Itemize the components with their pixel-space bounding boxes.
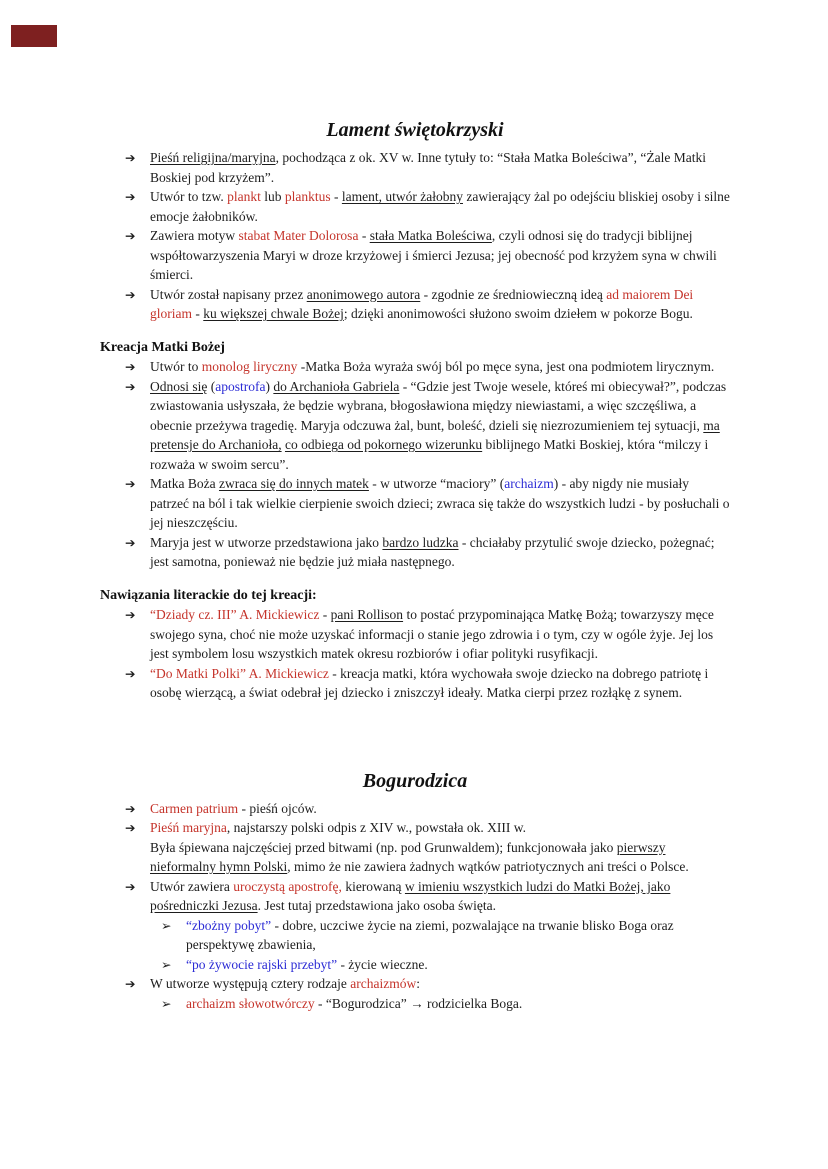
- bullet-arrow-icon: ➔: [125, 476, 136, 491]
- bullet-arrow-icon: ➔: [125, 878, 136, 894]
- sub-bullet-item: [100, 916, 730, 955]
- section-heading: Nawiązania literackie do tej kreacji:: [100, 587, 317, 603]
- bullet-arrow-icon: ➔: [125, 976, 136, 991]
- bullet-text: Utwór to tzw. plankt lub planktus - lament, utwór żałobny zawierający żal po odejściu bliskiej osoby i silne emocje żałobników.: [150, 189, 730, 224]
- bullet-text: “zbożny pobyt” - dobre, uczciwe życie na ziemi, pozwalające na trwanie blisko Boga oraz perspektywę zbawienia,: [186, 917, 674, 952]
- bullet-item: [100, 974, 730, 994]
- bullet-text: Maryja jest w utworze przedstawiona jako bardzo ludzka - chciałaby przytulić swoje dziecko, pożegnać; jest samotna, ponieważ nie będzie już miała następnego.: [150, 534, 715, 569]
- corner-marker: [11, 25, 57, 47]
- bullet-arrow-icon: ➔: [125, 150, 136, 165]
- bullet-text: Odnosi się (apostrofa) do Archanioła Gabriela - “Gdzie jest Twoje wesele, któreś mi obiecywał?”, podczas zwiastowania usłyszała, że będzie wybrana, błogosławiona między niewiastami, a więc szczęśliwa, a obecnie przeżywa tragedię. Maryja odczuwa żal, bunt, boleść, dzieli się niezrozumieniem tej sytuacji, ma pretensje do Archanioła, co odbiega od pokornego wizerunku biblijnego Matki Boskiej, która “milczy i rozważa w swoim sercu”.: [150, 378, 727, 472]
- bullet-item: [100, 226, 730, 285]
- bullet-item: [100, 148, 730, 187]
- bullet-item: [100, 357, 730, 377]
- doc-title: Bogurodzica: [362, 769, 468, 792]
- bullet-arrow-icon: ➔: [125, 359, 136, 374]
- bullet-item: [100, 799, 730, 819]
- bullet-text: Matka Boża zwraca się do innych matek - w utworze “maciory” (archaizm) - aby nigdy nie musiały patrzeć na ból i tak wielkie cierpienie swoich dzieci; zwraca się także do wszystkich ludzi - by posłuchali o jej nieszczęściu.: [150, 476, 730, 530]
- bullet-item: [100, 285, 730, 324]
- bullet-item: [100, 605, 730, 664]
- bullet-arrow-icon: ➔: [125, 534, 136, 550]
- sub-bullet-arrow-icon: ➢: [161, 917, 172, 933]
- bullet-item: [100, 187, 730, 226]
- bullet-item: [100, 474, 730, 533]
- bullet-text: “Dziady cz. III” A. Mickiewicz - pani Rollison to postać przypominająca Matkę Bożą; towarzyszy męce swojego syna, choć nie może uzyskać informacji o stanie jego zdrowia i o tym, czy w ogóle żyje. Jej los jest symbolem losu wszystkich matek okresu rozbiorów i ofiar polityki rusyfikacji.: [150, 607, 714, 661]
- bullet-text: Utwór zawiera uroczystą apostrofę, kierowaną w imieniu wszystkich ludzi do Matki Bożej, jako pośredniczki Jezusa. Jest tutaj przedstawiona jako osoba święta.: [150, 878, 671, 913]
- bullet-text: Pieśń religijna/maryjna, pochodząca z ok. XV w. Inne tytuły to: “Stała Matka Boleściwa”, “Żale Matki Boskiej pod krzyżem”.: [150, 150, 706, 185]
- doc-title: Lament świętokrzyski: [326, 119, 504, 141]
- bullet-item: [100, 533, 730, 572]
- bullet-text: “Do Matki Polki” A. Mickiewicz - kreacja matki, która wychowała swoje dziecko na dobrego patriotę i osobę wierzącą, a świat odebrał jej dziecko i zniszczył ideały. Matka cierpi przez rozłąkę z synem.: [150, 665, 709, 700]
- bullet-item: [100, 877, 730, 916]
- bullet-text: Utwór został napisany przez anonimowego autora - zgodnie ze średniowieczną ideą ad maiorem Dei gloriam - ku większej chwale Bożej; dzięki anonimowości służono swoim dziełem w pokorze Bogu.: [150, 286, 694, 321]
- document-body: [100, 118, 730, 1013]
- sub-bullet-arrow-icon: ➢: [161, 995, 172, 1011]
- bullet-arrow-icon: ➔: [125, 820, 136, 835]
- bullet-text: Utwór to monolog liryczny -Matka Boża wyraża swój ból po męce syna, jest ona podmiotem lirycznym.: [150, 359, 715, 374]
- sub-bullet-item: [100, 994, 730, 1014]
- bullet-arrow-icon: ➔: [125, 665, 136, 681]
- section-heading: Kreacja Matki Bożej: [100, 339, 225, 355]
- bullet-text: W utworze występują cztery rodzaje archaizmów:: [150, 976, 421, 991]
- bullet-arrow-icon: ➔: [125, 228, 136, 243]
- bullet-text: “po żywocie rajski przebyt” - życie wieczne.: [186, 956, 428, 972]
- bullet-arrow-icon: ➔: [125, 189, 136, 204]
- bullet-arrow-icon: ➔: [125, 378, 136, 394]
- sub-bullet-item: [100, 955, 730, 975]
- bullet-text: Zawiera motyw stabat Mater Dolorosa - stała Matka Boleściwa, czyli odnosi się do tradycji biblijnej współtowarzyszenia Maryi w droze krzyżowej i śmierci Jezusa; jej obecność pod krzyżem syna w chwili śmierci.: [150, 228, 717, 282]
- bullet-item: [100, 818, 730, 877]
- bullet-arrow-icon: ➔: [125, 607, 136, 622]
- bullet-item: [100, 664, 730, 703]
- bullet-item: [100, 377, 730, 475]
- bullet-text: Carmen patrium - pieśń ojców.: [150, 800, 317, 816]
- bullet-text: Pieśń maryjna, najstarszy polski odpis z XIV w., powstała ok. XIII w. Była śpiewana najczęściej przed bitwami (np. pod Grunwaldem); funkcjonowała jako pierwszy nieformalny hymn Polski, mimo że nie zawiera żadnych wątków patriotycznych ani treści o Polsce.: [150, 820, 689, 874]
- bullet-text: archaizm słowotwórczy - “Bogurodzica” → rodzicielka Boga.: [186, 995, 523, 1011]
- bullet-arrow-icon: ➔: [125, 800, 136, 816]
- bullet-arrow-icon: ➔: [125, 286, 136, 302]
- sub-bullet-arrow-icon: ➢: [161, 956, 172, 972]
